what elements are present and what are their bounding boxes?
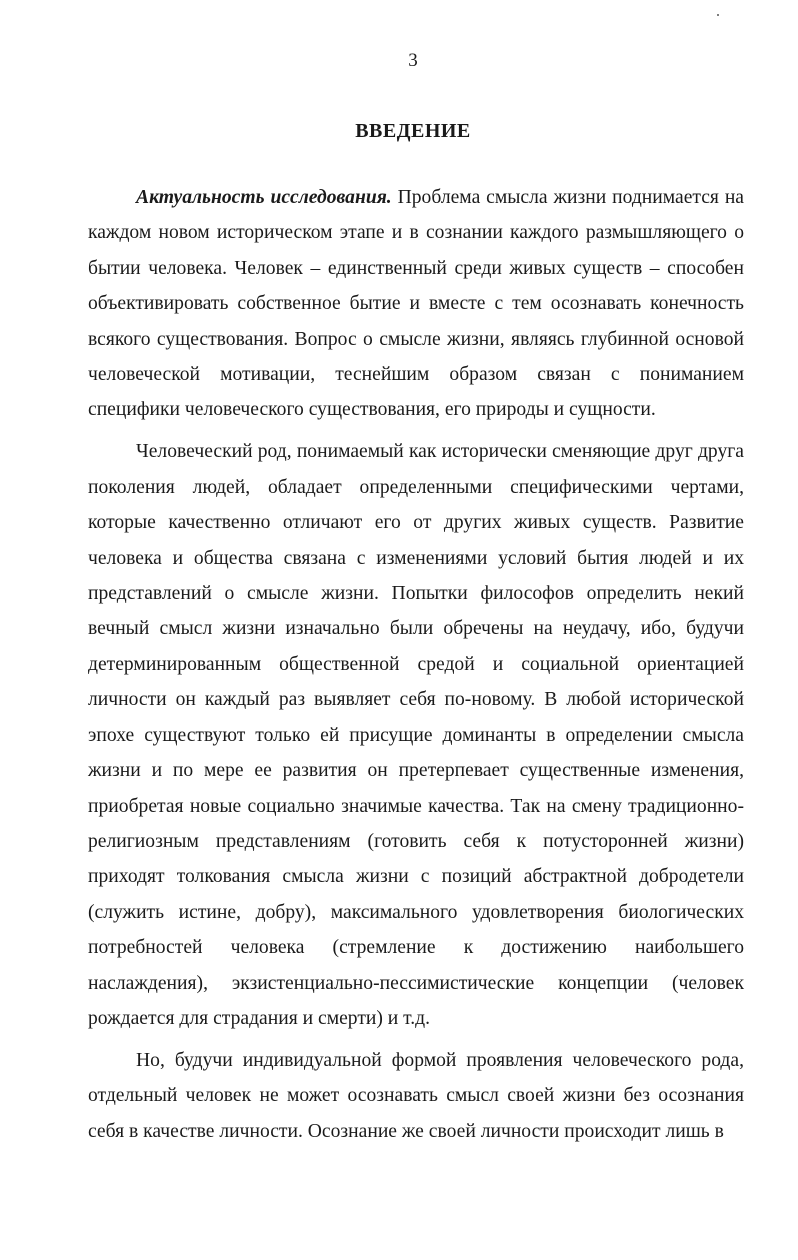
body-text [88,180,744,1149]
paragraph-text: Человеческий род, понимаемый как исторически сменяющие друг друга поколения людей, обладает определенными специфическими чертами, которые качественно отличают его от других живых существ. Развитие человека и общества связана с изменениями условий бытия людей и их представлений о смысле жизни. Попытки философов определить некий вечный смысл жизни изначально были обречены на неудачу, ибо, будучи детерминированным общественной средой и социальной ориентацией личности он каждый раз выявляет себя по-новому. В любой исторической эпохе существуют только ей присущие доминанты в определении смысла жизни и по мере ее развития он претерпевает существенные изменения, приобретая новые социально значимые качества. Так на смену традиционно-религиозным представлениям (готовить себя к потусторонней жизни) приходят толкования смысла жизни с позиций абстрактной добродетели (служить истине, добру), максимального удовлетворения биологических потребностей человека (стремление к достижению наибольшего наслаждения), экзистенциально-пессимистические концепции (человек рождается для страдания и смерти) и т.д. [88,441,744,1029]
paragraph-relevance [88,180,744,428]
page-number: 3 [408,50,418,71]
scan-speck [717,14,719,16]
paragraph-text: Проблема смысла жизни поднимается на каждом новом историческом этапе и в сознании каждого размышляющего о бытии человека. Человек – единственный среди живых существ – способен объективировать собственное бытие и вместе с тем осознавать конечность всякого существования. Вопрос о смысле жизни, являясь глубинной основой человеческой мотивации, теснейшим образом связан с пониманием специфики человеческого существования, его природы и сущности. [88,187,744,421]
section-heading: ВВЕДЕНИЕ [355,120,471,142]
paragraph-individual [88,1043,744,1149]
paragraph-human-kind [88,434,744,1036]
paragraph-text: Но, будучи индивидуальной формой проявления человеческого рода, отдельный человек не может осознавать смысл своей жизни без осознания себя в качестве личности. Осознание же своей личности происходит лишь в [88,1049,744,1142]
paragraph-lead: Актуальность исследования. [136,187,392,208]
